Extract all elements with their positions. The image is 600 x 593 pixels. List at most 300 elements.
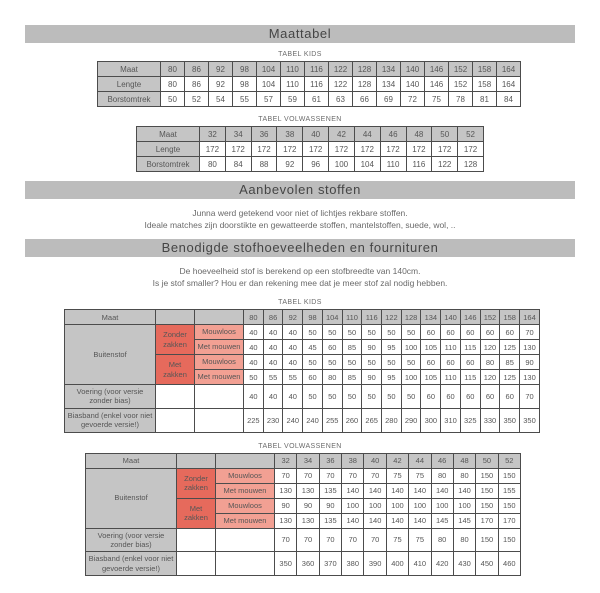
size-header-cell: 140 <box>441 310 461 325</box>
size-header-cell: 92 <box>283 310 303 325</box>
sleeve-variant-label-cell: Mouwloos <box>195 355 244 370</box>
value-cell: 75 <box>386 528 408 552</box>
value-cell: 57 <box>257 92 281 107</box>
value-cell: 72 <box>401 92 425 107</box>
value-cell: 40 <box>244 325 264 340</box>
value-cell: 130 <box>275 483 297 498</box>
value-cell: 130 <box>297 513 319 528</box>
size-header-cell: 50 <box>476 453 498 468</box>
value-cell: 50 <box>322 355 342 370</box>
value-cell: 100 <box>329 157 355 172</box>
value-cell: 70 <box>275 468 297 483</box>
value-cell: 105 <box>421 340 441 355</box>
value-cell: 40 <box>244 385 264 409</box>
extra-row-label-cell: Biasband (enkel voor niet gevoerde versie!) <box>65 408 156 432</box>
value-cell: 172 <box>277 142 303 157</box>
value-cell: 350 <box>520 408 540 432</box>
value-cell: 172 <box>406 142 432 157</box>
value-cell: 120 <box>480 340 500 355</box>
pocket-variant-label-cell: Zonder zakken <box>156 325 195 355</box>
value-cell: 80 <box>480 355 500 370</box>
value-cell: 61 <box>305 92 329 107</box>
value-cell: 170 <box>498 513 520 528</box>
value-cell: 172 <box>432 142 458 157</box>
value-cell: 100 <box>431 498 453 513</box>
value-cell: 50 <box>382 355 402 370</box>
extra-row-label-cell: Biasband (enkel voor niet gevoerde versie!) <box>86 552 177 576</box>
value-cell: 80 <box>200 157 226 172</box>
buitenstof-label-cell: Buitenstof <box>65 325 156 385</box>
value-cell: 110 <box>441 340 461 355</box>
value-cell: 50 <box>161 92 185 107</box>
section-banner-aanbevolen-stoffen: Aanbevolen stoffen <box>25 181 575 199</box>
value-cell: 460 <box>498 552 520 576</box>
value-cell: 100 <box>409 498 431 513</box>
value-cell: 155 <box>498 483 520 498</box>
value-cell: 70 <box>342 468 364 483</box>
value-cell: 60 <box>460 355 480 370</box>
value-cell: 70 <box>297 468 319 483</box>
sleeve-variant-label-cell: Met mouwen <box>195 340 244 355</box>
value-cell: 69 <box>377 92 401 107</box>
value-cell: 172 <box>329 142 355 157</box>
fabric-width-note-text <box>0 265 600 289</box>
recommended-fabrics-line-1: Junna werd getekend voor niet of lichtjes rekbare stoffen. <box>192 208 408 218</box>
value-cell: 120 <box>480 370 500 385</box>
value-cell: 450 <box>476 552 498 576</box>
value-cell: 60 <box>500 385 520 409</box>
empty-cell <box>177 552 216 576</box>
value-cell: 60 <box>460 385 480 409</box>
value-cell: 40 <box>263 355 283 370</box>
value-cell: 122 <box>432 157 458 172</box>
value-cell: 150 <box>476 468 498 483</box>
value-cell: 172 <box>200 142 226 157</box>
empty-cell <box>156 385 195 409</box>
value-cell: 50 <box>362 385 382 409</box>
sleeve-variant-label-cell: Mouwloos <box>216 498 275 513</box>
value-cell: 40 <box>283 385 303 409</box>
value-cell: 90 <box>362 340 382 355</box>
value-cell: 105 <box>421 370 441 385</box>
recommended-fabrics-line-2: Ideale matches zijn doorstikte en gewatteerde stoffen, mantelstoffen, suede, wol, .. <box>144 220 456 230</box>
value-cell: 130 <box>297 483 319 498</box>
value-cell: 85 <box>500 355 520 370</box>
value-cell: 420 <box>431 552 453 576</box>
size-header-cell: 80 <box>244 310 264 325</box>
value-cell: 140 <box>409 513 431 528</box>
value-cell: 390 <box>364 552 386 576</box>
value-cell: 300 <box>421 408 441 432</box>
value-cell: 55 <box>283 370 303 385</box>
value-cell: 70 <box>275 528 297 552</box>
size-header-cell: 36 <box>251 127 277 142</box>
value-cell: 330 <box>480 408 500 432</box>
size-header-cell: 34 <box>297 453 319 468</box>
value-cell: 125 <box>500 340 520 355</box>
value-cell: 60 <box>441 325 461 340</box>
size-header-cell: 116 <box>362 310 382 325</box>
value-cell: 172 <box>251 142 277 157</box>
value-cell: 158 <box>473 77 497 92</box>
value-cell: 50 <box>322 385 342 409</box>
pocket-variant-label-cell: Zonder zakken <box>177 468 216 498</box>
value-cell: 145 <box>453 513 475 528</box>
value-cell: 50 <box>244 370 264 385</box>
value-cell: 96 <box>303 157 329 172</box>
value-cell: 80 <box>453 468 475 483</box>
value-cell: 150 <box>498 498 520 513</box>
value-cell: 150 <box>476 483 498 498</box>
size-header-cell: 44 <box>409 453 431 468</box>
value-cell: 140 <box>342 483 364 498</box>
value-cell: 55 <box>263 370 283 385</box>
value-cell: 50 <box>362 325 382 340</box>
value-cell: 86 <box>185 77 209 92</box>
size-header-cell: 152 <box>449 62 473 77</box>
table-caption-adults-sizes: TABEL VOLWASSENEN <box>258 116 342 123</box>
sleeve-variant-label-cell: Met mouwen <box>216 483 275 498</box>
value-cell: 140 <box>386 513 408 528</box>
value-cell: 116 <box>305 77 329 92</box>
fabric-width-note-line-2: Is je stof smaller? Hou er dan rekening mee dat je meer stof zal nodig hebben. <box>152 278 448 288</box>
value-cell: 400 <box>386 552 408 576</box>
value-cell: 50 <box>382 385 402 409</box>
value-cell: 255 <box>322 408 342 432</box>
value-cell: 85 <box>342 370 362 385</box>
value-cell: 140 <box>386 483 408 498</box>
sleeve-variant-label-cell: Met mouwen <box>216 513 275 528</box>
size-header-cell: 38 <box>277 127 303 142</box>
value-cell: 60 <box>322 340 342 355</box>
size-header-cell: 164 <box>497 62 521 77</box>
value-cell: 115 <box>460 340 480 355</box>
empty-header-cell <box>177 453 216 468</box>
size-header-cell: 44 <box>354 127 380 142</box>
value-cell: 84 <box>497 92 521 107</box>
size-table-corner-label: Maat <box>98 62 161 77</box>
value-cell: 80 <box>453 528 475 552</box>
empty-cell <box>216 552 275 576</box>
value-cell: 140 <box>431 483 453 498</box>
value-cell: 360 <box>297 552 319 576</box>
size-header-cell: 42 <box>386 453 408 468</box>
value-cell: 170 <box>476 513 498 528</box>
value-cell: 50 <box>401 385 421 409</box>
size-header-cell: 110 <box>342 310 362 325</box>
size-header-cell: 104 <box>257 62 281 77</box>
table-caption-kids-requirements: TABEL KIDS <box>278 299 322 306</box>
row-label-cell: Borstomtrek <box>98 92 161 107</box>
value-cell: 40 <box>263 325 283 340</box>
value-cell: 310 <box>441 408 461 432</box>
size-header-cell: 116 <box>305 62 329 77</box>
value-cell: 150 <box>476 528 498 552</box>
size-header-cell: 122 <box>329 62 353 77</box>
value-cell: 350 <box>500 408 520 432</box>
value-cell: 134 <box>377 77 401 92</box>
value-cell: 40 <box>283 325 303 340</box>
value-cell: 40 <box>244 340 264 355</box>
value-cell: 60 <box>480 385 500 409</box>
value-cell: 130 <box>520 340 540 355</box>
value-cell: 50 <box>382 325 402 340</box>
value-cell: 140 <box>409 483 431 498</box>
value-cell: 90 <box>362 370 382 385</box>
value-cell: 40 <box>244 355 264 370</box>
value-cell: 140 <box>364 513 386 528</box>
empty-header-cell <box>216 453 275 468</box>
value-cell: 104 <box>257 77 281 92</box>
value-cell: 152 <box>449 77 473 92</box>
size-header-cell: 128 <box>353 62 377 77</box>
size-header-cell: 140 <box>401 62 425 77</box>
size-header-cell: 158 <box>473 62 497 77</box>
value-cell: 70 <box>364 528 386 552</box>
value-cell: 100 <box>364 498 386 513</box>
value-cell: 150 <box>476 498 498 513</box>
value-cell: 50 <box>303 325 323 340</box>
value-cell: 100 <box>453 498 475 513</box>
value-cell: 100 <box>401 340 421 355</box>
section-banner-maattabel: Maattabel <box>25 25 575 43</box>
req-table-corner-label: Maat <box>86 453 177 468</box>
value-cell: 130 <box>520 370 540 385</box>
empty-cell <box>195 385 244 409</box>
value-cell: 380 <box>342 552 364 576</box>
value-cell: 172 <box>380 142 406 157</box>
value-cell: 410 <box>409 552 431 576</box>
value-cell: 104 <box>354 157 380 172</box>
value-cell: 130 <box>275 513 297 528</box>
value-cell: 92 <box>277 157 303 172</box>
sleeve-variant-label-cell: Met mouwen <box>195 370 244 385</box>
value-cell: 95 <box>382 340 402 355</box>
value-cell: 150 <box>498 528 520 552</box>
adults-size-table <box>136 126 484 172</box>
value-cell: 70 <box>520 325 540 340</box>
value-cell: 90 <box>319 498 341 513</box>
size-header-cell: 48 <box>453 453 475 468</box>
value-cell: 172 <box>458 142 484 157</box>
recommended-fabrics-text <box>0 207 600 231</box>
value-cell: 60 <box>441 355 461 370</box>
value-cell: 140 <box>342 513 364 528</box>
size-header-cell: 40 <box>364 453 386 468</box>
size-header-cell: 134 <box>377 62 401 77</box>
value-cell: 50 <box>362 355 382 370</box>
value-cell: 100 <box>386 498 408 513</box>
value-cell: 90 <box>275 498 297 513</box>
value-cell: 84 <box>225 157 251 172</box>
value-cell: 80 <box>322 370 342 385</box>
value-cell: 115 <box>460 370 480 385</box>
value-cell: 40 <box>283 355 303 370</box>
value-cell: 90 <box>297 498 319 513</box>
kids-fabric-requirements-table <box>64 309 540 433</box>
table-caption-kids-sizes: TABEL KIDS <box>278 51 322 58</box>
pocket-variant-label-cell: Met zakken <box>177 498 216 528</box>
size-header-cell: 146 <box>425 62 449 77</box>
empty-cell <box>216 528 275 552</box>
value-cell: 50 <box>303 385 323 409</box>
value-cell: 50 <box>342 385 362 409</box>
value-cell: 60 <box>480 325 500 340</box>
value-cell: 75 <box>386 468 408 483</box>
size-header-cell: 86 <box>263 310 283 325</box>
value-cell: 100 <box>342 498 364 513</box>
sleeve-variant-label-cell: Mouwloos <box>195 325 244 340</box>
size-header-cell: 152 <box>480 310 500 325</box>
value-cell: 50 <box>303 355 323 370</box>
size-table-corner-label: Maat <box>137 127 200 142</box>
row-label-cell: Lengte <box>137 142 200 157</box>
value-cell: 75 <box>409 528 431 552</box>
value-cell: 85 <box>342 340 362 355</box>
size-header-cell: 158 <box>500 310 520 325</box>
value-cell: 60 <box>421 325 441 340</box>
size-header-cell: 110 <box>281 62 305 77</box>
size-header-cell: 46 <box>380 127 406 142</box>
size-header-cell: 52 <box>458 127 484 142</box>
size-header-cell: 86 <box>185 62 209 77</box>
value-cell: 90 <box>520 355 540 370</box>
value-cell: 116 <box>406 157 432 172</box>
value-cell: 59 <box>281 92 305 107</box>
value-cell: 125 <box>500 370 520 385</box>
size-header-cell: 164 <box>520 310 540 325</box>
value-cell: 60 <box>500 325 520 340</box>
size-header-cell: 40 <box>303 127 329 142</box>
value-cell: 110 <box>281 77 305 92</box>
empty-header-cell <box>195 310 244 325</box>
value-cell: 50 <box>342 325 362 340</box>
value-cell: 70 <box>319 528 341 552</box>
section-banner-benodigde-stof: Benodigde stofhoeveelheden en fournituren <box>25 239 575 257</box>
value-cell: 92 <box>209 77 233 92</box>
table-caption-adults-requirements: TABEL VOLWASSENEN <box>258 442 342 450</box>
value-cell: 350 <box>275 552 297 576</box>
size-header-cell: 134 <box>421 310 441 325</box>
value-cell: 290 <box>401 408 421 432</box>
size-header-cell: 50 <box>432 127 458 142</box>
value-cell: 240 <box>283 408 303 432</box>
size-header-cell: 46 <box>431 453 453 468</box>
value-cell: 135 <box>319 483 341 498</box>
value-cell: 110 <box>380 157 406 172</box>
value-cell: 75 <box>409 468 431 483</box>
value-cell: 128 <box>353 77 377 92</box>
empty-cell <box>156 408 195 432</box>
value-cell: 370 <box>319 552 341 576</box>
value-cell: 54 <box>209 92 233 107</box>
value-cell: 40 <box>283 340 303 355</box>
value-cell: 325 <box>460 408 480 432</box>
value-cell: 240 <box>303 408 323 432</box>
size-header-cell: 38 <box>342 453 364 468</box>
value-cell: 225 <box>244 408 264 432</box>
size-header-cell: 104 <box>322 310 342 325</box>
value-cell: 63 <box>329 92 353 107</box>
value-cell: 172 <box>354 142 380 157</box>
pocket-variant-label-cell: Met zakken <box>156 355 195 385</box>
fabric-width-note-line-1: De hoeveelheid stof is berekend op een stofbreedte van 140cm. <box>179 266 421 276</box>
size-header-cell: 42 <box>329 127 355 142</box>
value-cell: 40 <box>263 385 283 409</box>
value-cell: 140 <box>401 77 425 92</box>
extra-row-label-cell: Voering (voor versie zonder bias) <box>86 528 177 552</box>
size-header-cell: 128 <box>401 310 421 325</box>
value-cell: 98 <box>233 77 257 92</box>
size-header-cell: 98 <box>233 62 257 77</box>
value-cell: 60 <box>421 385 441 409</box>
value-cell: 146 <box>425 77 449 92</box>
value-cell: 100 <box>401 370 421 385</box>
value-cell: 95 <box>382 370 402 385</box>
value-cell: 164 <box>497 77 521 92</box>
value-cell: 88 <box>251 157 277 172</box>
row-label-cell: Borstomtrek <box>137 157 200 172</box>
value-cell: 60 <box>460 325 480 340</box>
value-cell: 172 <box>225 142 251 157</box>
value-cell: 70 <box>364 468 386 483</box>
value-cell: 40 <box>263 340 283 355</box>
value-cell: 70 <box>297 528 319 552</box>
extra-row-label-cell: Voering (voor versie zonder bias) <box>65 385 156 409</box>
value-cell: 70 <box>342 528 364 552</box>
value-cell: 75 <box>425 92 449 107</box>
value-cell: 50 <box>401 355 421 370</box>
empty-cell <box>195 408 244 432</box>
value-cell: 280 <box>382 408 402 432</box>
value-cell: 80 <box>431 468 453 483</box>
value-cell: 60 <box>303 370 323 385</box>
value-cell: 81 <box>473 92 497 107</box>
size-header-cell: 48 <box>406 127 432 142</box>
value-cell: 128 <box>458 157 484 172</box>
value-cell: 135 <box>319 513 341 528</box>
value-cell: 172 <box>303 142 329 157</box>
size-header-cell: 92 <box>209 62 233 77</box>
value-cell: 150 <box>498 468 520 483</box>
row-label-cell: Lengte <box>98 77 161 92</box>
value-cell: 80 <box>161 77 185 92</box>
sleeve-variant-label-cell: Mouwloos <box>216 468 275 483</box>
value-cell: 260 <box>342 408 362 432</box>
size-header-cell: 36 <box>319 453 341 468</box>
size-header-cell: 146 <box>460 310 480 325</box>
value-cell: 110 <box>441 370 461 385</box>
value-cell: 140 <box>364 483 386 498</box>
value-cell: 145 <box>431 513 453 528</box>
value-cell: 78 <box>449 92 473 107</box>
value-cell: 70 <box>319 468 341 483</box>
value-cell: 60 <box>421 355 441 370</box>
value-cell: 66 <box>353 92 377 107</box>
value-cell: 80 <box>431 528 453 552</box>
value-cell: 60 <box>441 385 461 409</box>
size-header-cell: 32 <box>275 453 297 468</box>
value-cell: 50 <box>322 325 342 340</box>
value-cell: 140 <box>453 483 475 498</box>
size-header-cell: 98 <box>303 310 323 325</box>
value-cell: 265 <box>362 408 382 432</box>
empty-cell <box>177 528 216 552</box>
empty-header-cell <box>156 310 195 325</box>
size-header-cell: 52 <box>498 453 520 468</box>
req-table-corner-label: Maat <box>65 310 156 325</box>
size-header-cell: 32 <box>200 127 226 142</box>
